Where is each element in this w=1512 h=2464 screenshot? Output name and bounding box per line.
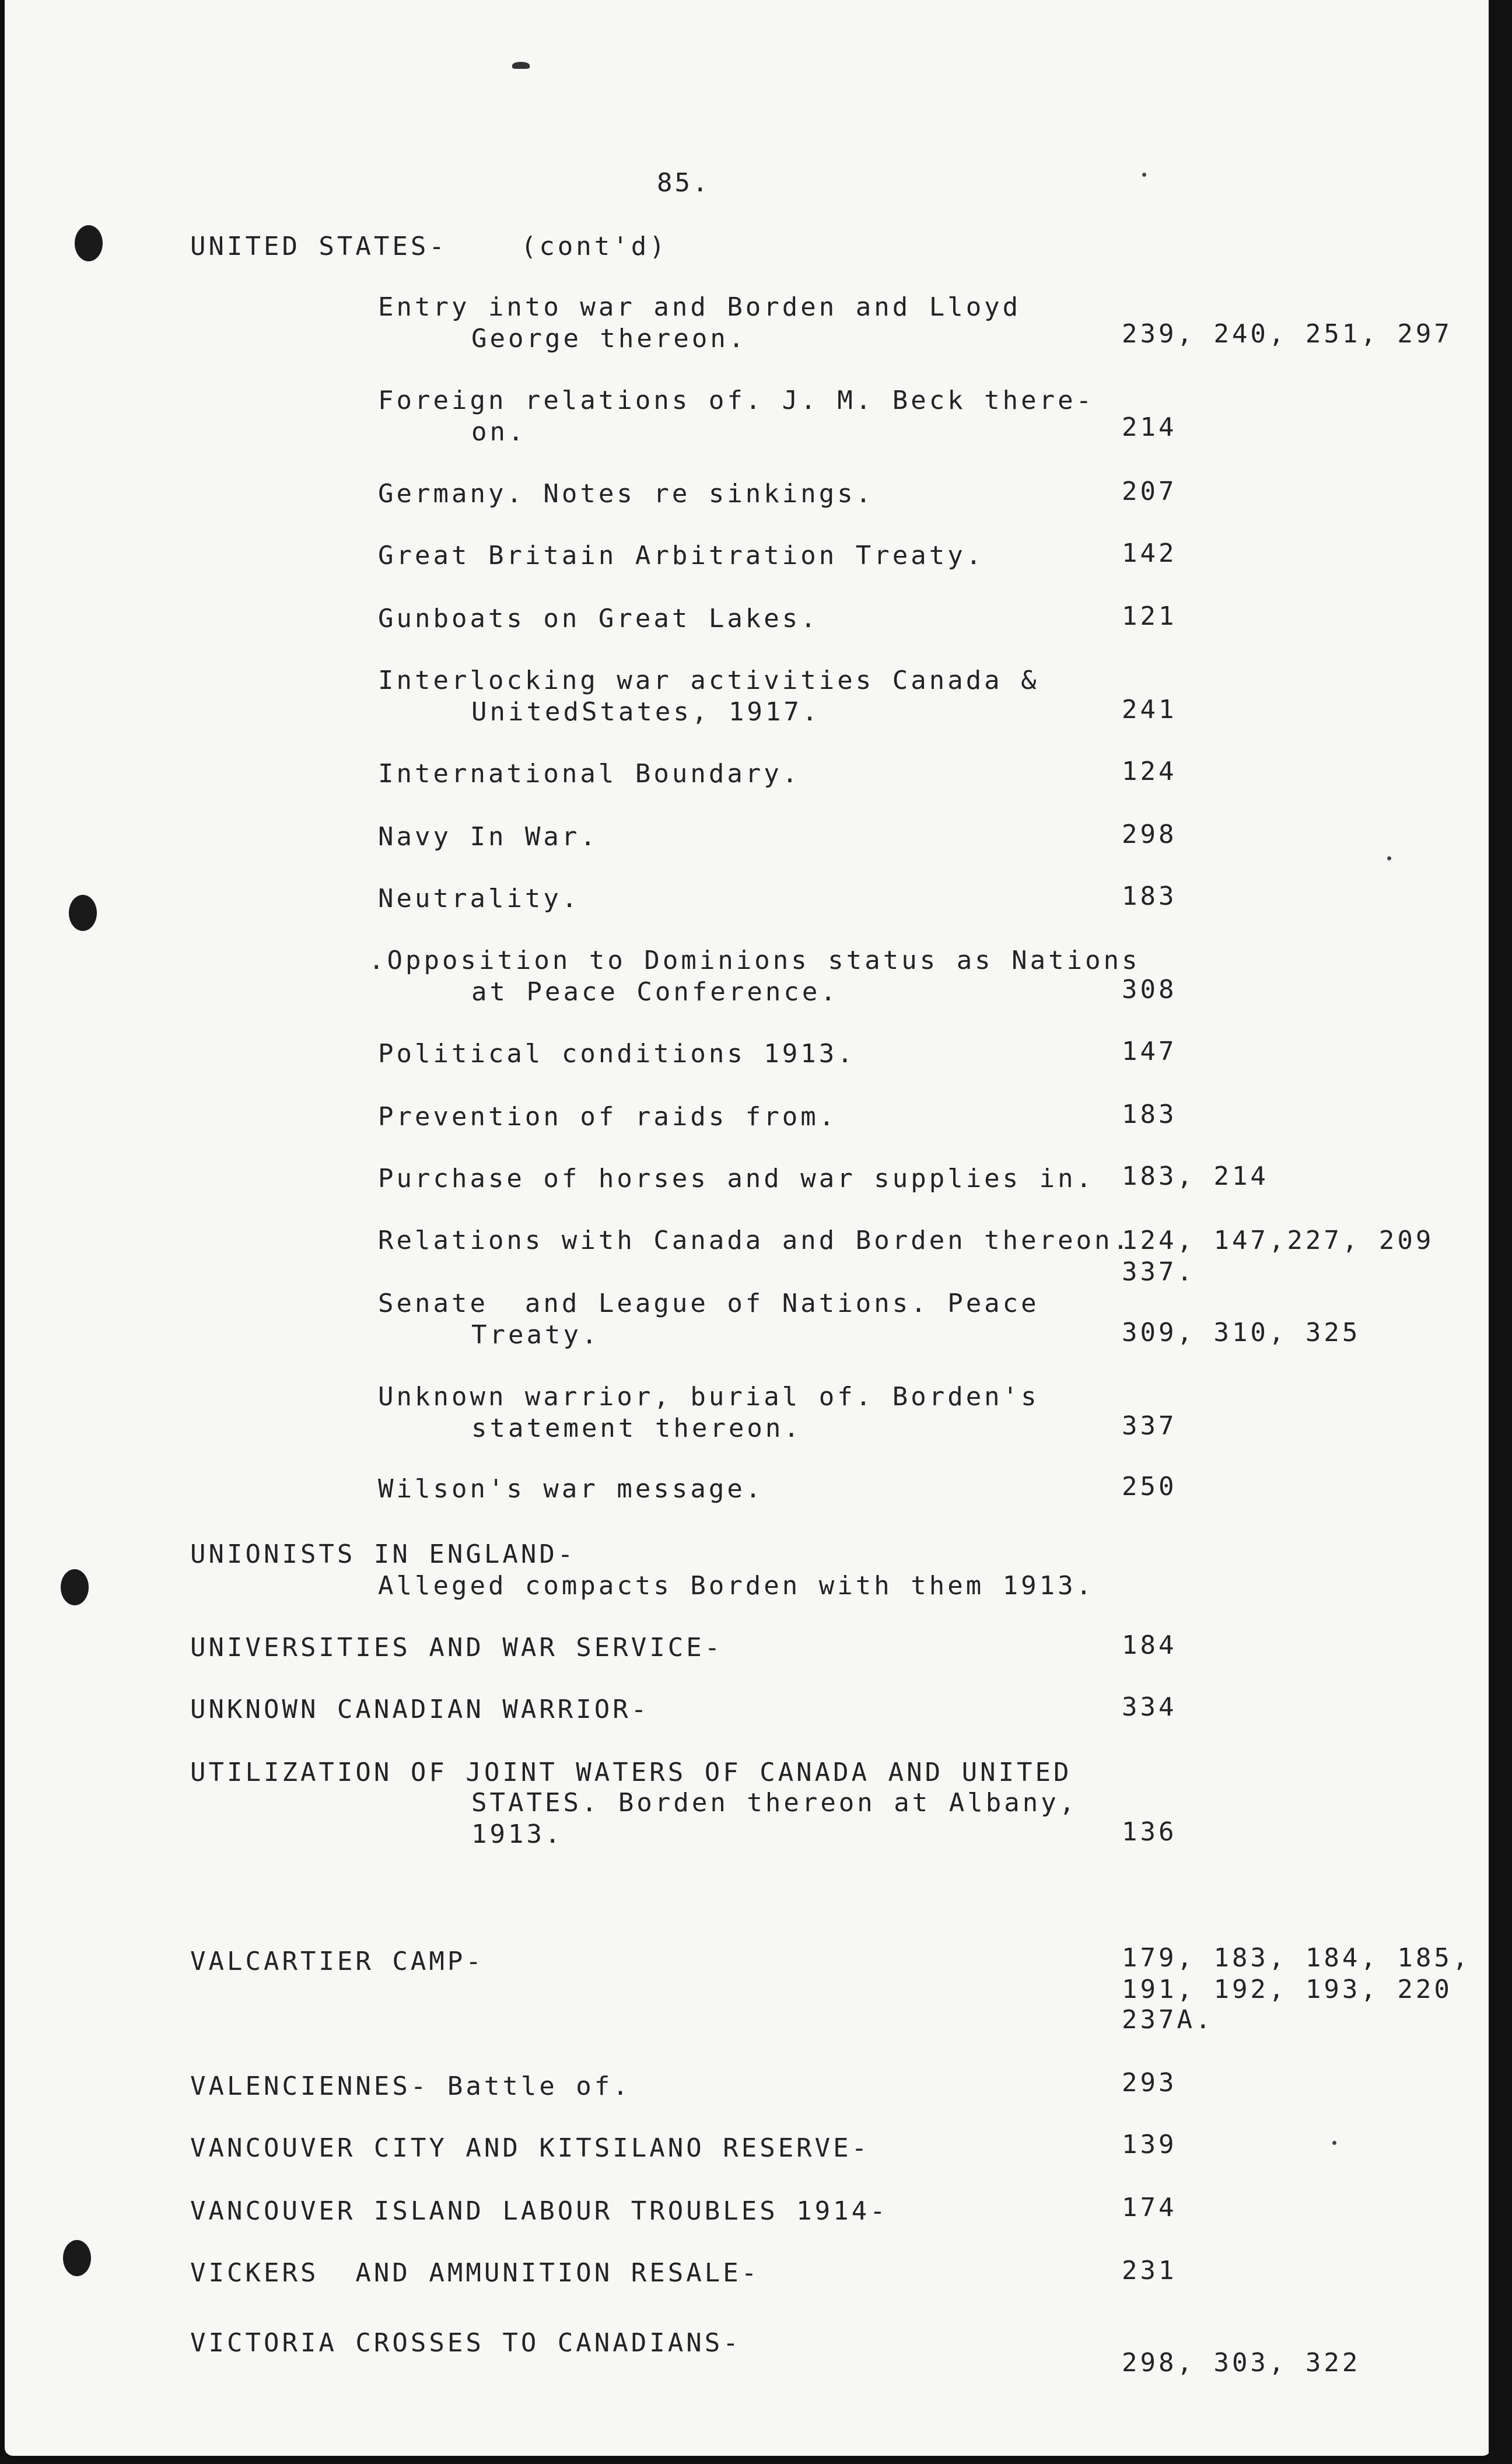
entry-pages: 142: [1122, 538, 1177, 568]
section-heading: UNITED STATES- (cont'd): [190, 232, 668, 261]
entry-text: Alleged compacts Borden with them 1913.: [378, 1571, 1095, 1601]
entry-pages: 298: [1122, 820, 1177, 849]
entry-pages: 191, 192, 193, 220: [1122, 1975, 1452, 2004]
entry-pages: 293: [1122, 2068, 1177, 2098]
entry-text: UnitedStates, 1917.: [471, 697, 821, 727]
entry-pages: 183, 214: [1122, 1161, 1269, 1191]
entry-text: Relations with Canada and Borden thereon.: [378, 1226, 1132, 1255]
entry-pages: 136: [1122, 1817, 1177, 1847]
entry-pages: 207: [1122, 477, 1177, 506]
entry-text: at Peace Conference.: [471, 977, 839, 1007]
entry-pages: 231: [1122, 2256, 1177, 2286]
topic-heading: VICKERS AND AMMUNITION RESALE-: [190, 2258, 760, 2288]
page-number: 85.: [657, 168, 710, 198]
entry-text: on.: [471, 417, 527, 447]
speck: [1142, 173, 1146, 177]
entry-text: Gunboats on Great Lakes.: [378, 604, 819, 634]
topic-heading: UNKNOWN CANADIAN WARRIOR-: [190, 1695, 650, 1724]
entry-pages: 334: [1122, 1692, 1177, 1722]
entry-pages: 308: [1122, 975, 1177, 1005]
entry-text: Senate and League of Nations. Peace: [378, 1289, 1040, 1318]
entry-pages: 309, 310, 325: [1122, 1318, 1361, 1348]
entry-pages: 239, 240, 251, 297: [1122, 319, 1452, 349]
entry-pages: 184: [1122, 1630, 1177, 1660]
entry-text: Foreign relations of. J. M. Beck there-: [378, 386, 1095, 415]
entry-pages: 124, 147,227, 209: [1122, 1226, 1434, 1255]
speck: [1387, 856, 1391, 860]
scan-border: [0, 2456, 1512, 2464]
entry-text: statement thereon.: [471, 1413, 802, 1443]
entry-pages: 183: [1122, 1100, 1177, 1129]
topic-heading: VALENCIENNES- Battle of.: [190, 2071, 631, 2101]
entry-pages: 183: [1122, 881, 1177, 911]
punch-hole: [69, 895, 97, 931]
entry-pages: 337: [1122, 1411, 1177, 1441]
punch-hole: [63, 2240, 91, 2276]
topic-heading: VANCOUVER ISLAND LABOUR TROUBLES 1914-: [190, 2196, 888, 2226]
entry-text: 1913.: [471, 1819, 564, 1849]
entry-text: Great Britain Arbitration Treaty.: [378, 541, 985, 570]
topic-heading: UTILIZATION OF JOINT WATERS OF CANADA AND UNITED: [190, 1758, 1072, 1787]
entry-pages: 174: [1122, 2193, 1177, 2222]
topic-heading: VALCARTIER CAMP-: [190, 1947, 484, 1976]
document-page: [5, 0, 1491, 2456]
topic-heading: UNIONISTS IN ENGLAND-: [190, 1539, 576, 1569]
topic-heading: VICTORIA CROSSES TO CANADIANS-: [190, 2328, 741, 2358]
entry-text: Entry into war and Borden and Lloyd: [378, 292, 1021, 322]
entry-text: .Opposition to Dominions status as Nations: [369, 946, 1140, 975]
entry-text: Navy In War.: [378, 822, 598, 852]
entry-text: Treaty.: [471, 1320, 600, 1350]
entry-pages: 241: [1122, 695, 1177, 724]
entry-pages: 121: [1122, 601, 1177, 631]
entry-pages: 147: [1122, 1037, 1177, 1066]
entry-text: STATES. Borden thereon at Albany,: [471, 1788, 1078, 1818]
entry-pages: 179, 183, 184, 185,: [1122, 1943, 1471, 1973]
entry-text: Prevention of raids from.: [378, 1102, 838, 1132]
entry-text: Political conditions 1913.: [378, 1039, 856, 1069]
ink-mark: [512, 62, 530, 69]
speck: [1332, 2141, 1336, 2145]
scan-border: [1489, 0, 1512, 2464]
entry-text: International Boundary.: [378, 759, 801, 789]
punch-hole: [75, 225, 103, 261]
entry-text: George thereon.: [471, 324, 747, 354]
entry-text: Germany. Notes re sinkings.: [378, 479, 874, 509]
topic-heading: UNIVERSITIES AND WAR SERVICE-: [190, 1633, 723, 1662]
entry-pages: 337.: [1122, 1257, 1195, 1287]
entry-pages: 139: [1122, 2130, 1177, 2160]
topic-heading: VANCOUVER CITY AND KITSILANO RESERVE-: [190, 2133, 870, 2163]
entry-pages: 124: [1122, 757, 1177, 786]
punch-hole: [61, 1569, 89, 1605]
entry-text: Neutrality.: [378, 884, 580, 914]
entry-text: Unknown warrior, burial of. Borden's: [378, 1382, 1040, 1412]
entry-pages: 250: [1122, 1472, 1177, 1502]
entry-text: Interlocking war activities Canada &: [378, 666, 1040, 695]
entry-pages: 214: [1122, 412, 1177, 442]
entry-text: Wilson's war message.: [378, 1474, 764, 1504]
entry-text: Purchase of horses and war supplies in.: [378, 1164, 1095, 1194]
entry-pages: 298, 303, 322: [1122, 2348, 1361, 2378]
entry-pages: 237A.: [1122, 2005, 1214, 2035]
